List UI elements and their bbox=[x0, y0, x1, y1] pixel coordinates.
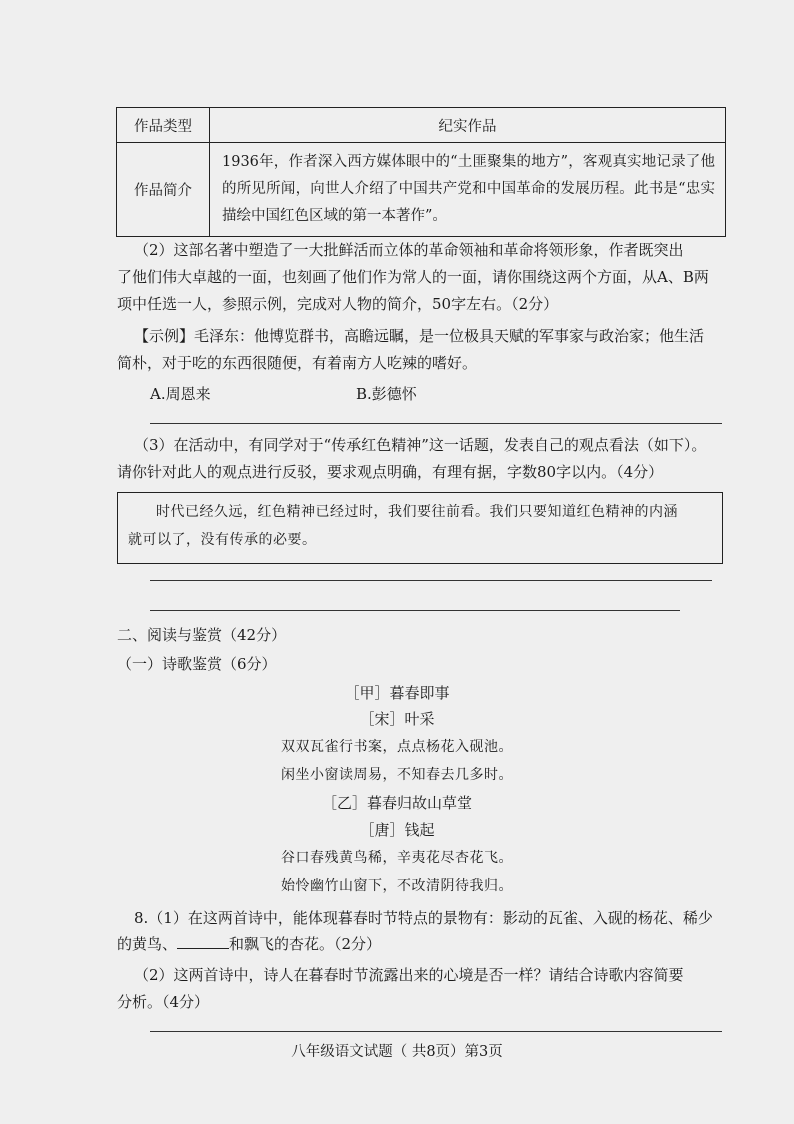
q8-2-line-1: （2）这两首诗中，诗人在暮春时节流露出来的心境是否一样？请结合诗歌内容简要 bbox=[134, 966, 684, 984]
poem-a-author: ［宋］叶采 bbox=[359, 710, 435, 728]
table-intro-text: 1936年，作者深入西方媒体眼中的“土匪聚集的地方”，客观真实地记录了他的所见所闻，向世人介绍了中国共产党和中国革命的发展历程。此书是“忠实描绘中国红色区域的第一本著作”。 bbox=[210, 143, 726, 237]
q8-1-line-1: 8.（1）在这两首诗中，能体现暮春时节特点的景物有：影动的瓦雀、入砚的杨花、稀少 bbox=[134, 909, 713, 927]
q3-line-2: 请你针对此人的观点进行反驳，要求观点明确，有理有据，字数80字以内。（4分） bbox=[117, 463, 664, 481]
section-title: 二、阅读与鉴赏（42分） bbox=[117, 626, 287, 644]
quote-line-2: 就可以了，没有传承的必要。 bbox=[128, 532, 317, 548]
q8-blank[interactable] bbox=[177, 932, 229, 949]
quote-line-1: 时代已经久远，红色精神已经过时，我们要往前看。我们只要知道红色精神的内涵 bbox=[156, 504, 678, 520]
poem-b-line-1: 谷口春残黄鸟稀，辛夷花尽杏花飞。 bbox=[281, 850, 513, 866]
poem-a-title: ［甲］暮春即事 bbox=[344, 684, 450, 702]
answer-line-q3-2 bbox=[150, 610, 680, 611]
table-intro-label: 作品简介 bbox=[117, 143, 210, 237]
option-a: A.周恩来 bbox=[150, 385, 211, 403]
answer-line-q2 bbox=[150, 423, 722, 424]
poem-b-title: ［乙］暮春归故山草堂 bbox=[321, 794, 472, 812]
q8-2-line-2: 分析。（4分） bbox=[117, 993, 210, 1011]
poem-b-author: ［唐］钱起 bbox=[359, 821, 435, 839]
page-footer: 八年级语文试题（ 共8页）第3页 bbox=[291, 1044, 503, 1060]
q3-line-1: （3）在活动中，有同学对于“传承红色精神”这一话题，发表自己的观点看法（如下）。 bbox=[134, 436, 707, 454]
q2-line-1: （2）这部名著中塑造了一大批鲜活而立体的革命领袖和革命将领形象，作者既突出 bbox=[134, 241, 684, 259]
option-b: B.彭德怀 bbox=[356, 385, 417, 403]
q2-line-3: 项中任选一人，参照示例，完成对人物的简介，50字左右。（2分） bbox=[117, 295, 559, 313]
answer-line-q8 bbox=[150, 1031, 722, 1032]
poem-b-line-2: 始怜幽竹山窗下，不改清阴待我归。 bbox=[281, 878, 513, 894]
opinion-quote-box bbox=[117, 492, 723, 564]
q8-1-line-2: 的黄鸟、 和飘飞的杏花。（2分） bbox=[117, 931, 381, 958]
example-line-1: 【示例】毛泽东：他博览群书，高瞻远瞩，是一位极具天赋的军事家与政治家；他生活 bbox=[134, 327, 705, 345]
q2-line-2: 了他们伟大卓越的一面，也刻画了他们作为常人的一面，请你围绕这两个方面，从A、B两 bbox=[117, 268, 709, 286]
poem-a-line-1: 双双瓦雀行书案，点点杨花入砚池。 bbox=[281, 739, 513, 755]
table-header-type-value: 纪实作品 bbox=[210, 108, 726, 143]
poem-a-line-2: 闲坐小窗读周易，不知春去几多时。 bbox=[281, 767, 513, 783]
example-line-2: 简朴，对于吃的东西很随便，有着南方人吃辣的嗜好。 bbox=[117, 354, 478, 372]
subsection-title: （一）诗歌鉴赏（6分） bbox=[117, 655, 277, 673]
table-header-type-label: 作品类型 bbox=[117, 108, 210, 143]
answer-line-q3-1 bbox=[150, 580, 712, 581]
work-info-table bbox=[116, 107, 726, 237]
